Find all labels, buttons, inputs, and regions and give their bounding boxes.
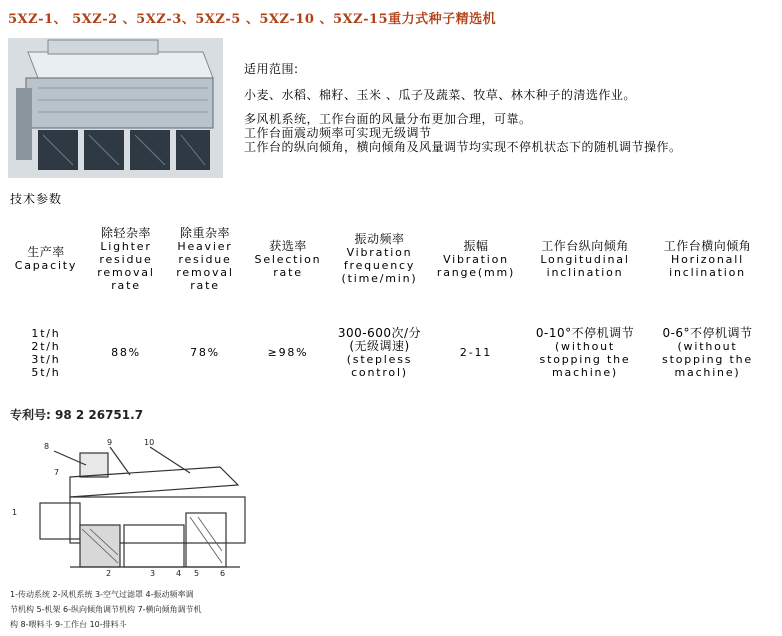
header-cell: 工作台纵向倾角 Longitudinal inclination [540,238,630,279]
product-info [244,62,682,154]
heavier-cell: 78% [190,346,220,359]
header-cell: 振幅 Vibration range(mm) [436,238,516,279]
header-cell: 振动频率 Vibration frequency (time/min) [341,232,418,285]
tech-params-label: 技术参数 [10,192,63,206]
machine-photo [8,38,223,178]
svg-text:9: 9 [107,438,113,447]
svg-text:1-传动系统 2-风机系统 3-空气过滤罩 4-振动频率调: 1-传动系统 2-风机系统 3-空气过滤罩 4-振动频率调 [10,590,194,599]
header-cell: 生产率 Capacity [14,245,78,272]
feature-line: 工作台的纵向倾角，横向倾角及风量调节均实现不停机状态下的随机调节操作。 [244,140,682,154]
header-cell: 除轻杂率 Lighter residue removal rate [97,225,155,292]
lighter-cell: 88% [111,346,141,359]
header-cell: 除重杂率 Heavier residue removal rate [176,225,234,292]
svg-text:4: 4 [176,569,182,578]
header-cell: 获选率 Selection rate [254,238,322,279]
scope-text: 小麦、水稻、棉籽、玉米 、瓜子及蔬菜、牧草、林木种子的清选作业。 [244,88,636,102]
patent-number: 专利号: 98 2 26751.7 [10,408,144,422]
svg-text:8: 8 [44,442,50,451]
svg-text:构 8-喂料斗 9-工作台 10-排料斗: 构 8-喂料斗 9-工作台 10-排料斗 [10,620,127,629]
capacity-cell: 1t/h 2t/h 3t/h 5t/h [31,326,61,379]
value-row [6,300,770,405]
svg-text:6: 6 [220,569,226,578]
structure-diagram [10,405,270,635]
scope-heading: 适用范围: [244,62,299,76]
svg-text:10: 10 [144,438,155,447]
svg-text:7: 7 [54,468,60,477]
horizontal-cell: 0-6°不停机调节 (without stopping the machine) [662,325,753,379]
selection-cell: ≥98% [267,346,309,359]
page-title: 5XZ-1、 5XZ-2 、5XZ-3、5XZ-5 、5XZ-10 、5XZ-15重力式种子精选机 [8,12,497,27]
svg-text:3: 3 [150,569,156,578]
svg-text:1: 1 [12,508,18,517]
range-cell: 2-11 [459,346,493,359]
vibration-cell: 300-600次/分(无级调速) (stepless control) [337,325,422,379]
feature-line: 工作台面震动频率可实现无级调节 [244,126,432,140]
svg-text:节机构 5-机架 6-纵向倾角调节机构 7-横向倾角调节机: 节机构 5-机架 6-纵向倾角调节机构 7-横向倾角调节机 [10,605,202,614]
svg-text:5: 5 [194,569,200,578]
svg-text:2: 2 [106,569,112,578]
header-row [6,218,770,300]
spec-table [6,218,770,405]
diagram-legend [10,589,202,629]
header-cell: 工作台横向倾角 Horizonall inclination [663,238,752,279]
longitudinal-cell: 0-10°不停机调节 (without stopping the machine) [535,325,635,379]
feature-line: 多风机系统，工作台面的风量分布更加合理，可靠。 [244,112,532,126]
